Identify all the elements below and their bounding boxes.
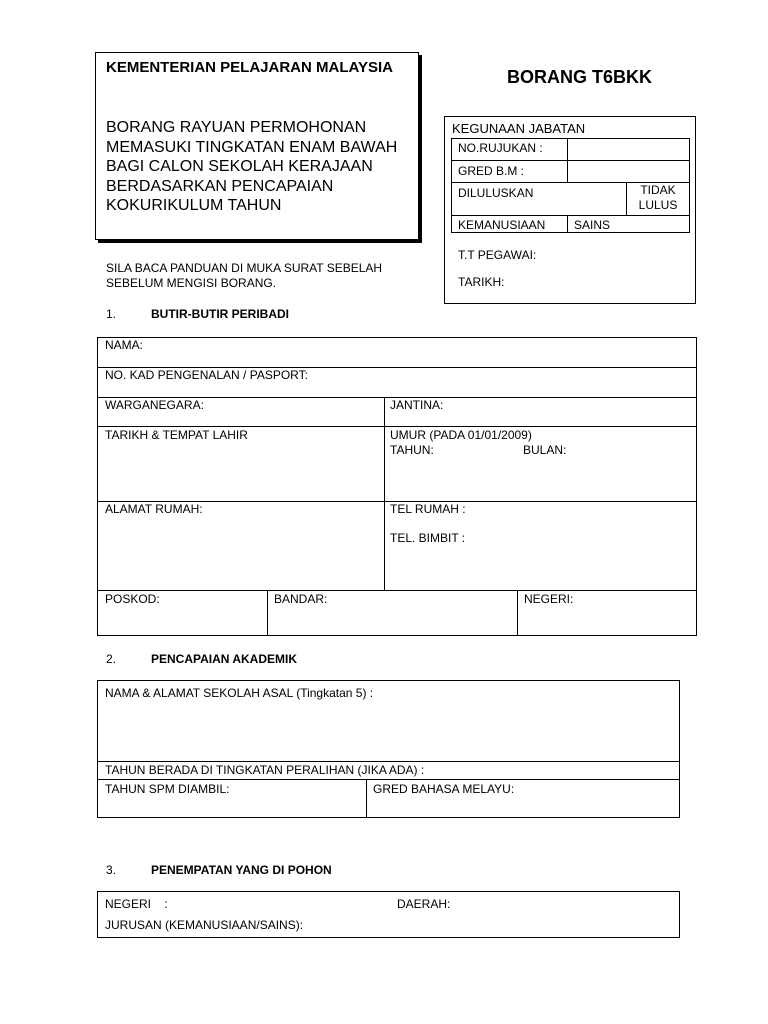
- tarikh-tempat-lahir-label: TARIKH & TEMPAT LAHIR: [105, 428, 248, 442]
- office-use-title: KEGUNAAN JABATAN: [452, 121, 586, 136]
- jurusan-label: JURUSAN (KEMANUSIAAN/SAINS):: [105, 918, 304, 932]
- alamat-rumah-label: ALAMAT RUMAH:: [105, 502, 203, 516]
- negeri-field[interactable]: [517, 590, 696, 634]
- jantina-field[interactable]: [384, 397, 696, 425]
- kemanusiaan-label: KEMANUSIAAN: [458, 218, 546, 232]
- sains-label: SAINS: [574, 218, 611, 232]
- warganegara-field[interactable]: [98, 397, 383, 425]
- nama-alamat-sekolah-field[interactable]: [98, 681, 679, 760]
- section-2-title: PENCAPAIAN AKADEMIK: [151, 652, 298, 666]
- bandar-label: BANDAR:: [274, 592, 328, 606]
- nama-field[interactable]: [98, 338, 696, 366]
- negeri-pohon-label: NEGERI :: [105, 897, 168, 911]
- jantina-label: JANTINA:: [390, 398, 444, 412]
- tel-bimbit-label: TEL. BIMBIT :: [390, 531, 466, 545]
- bulan-label: BULAN:: [523, 443, 567, 457]
- ministry-name: KEMENTERIAN PELAJARAN MALAYSIA: [106, 59, 393, 76]
- gred-bm-label: GRED B.M :: [458, 164, 525, 178]
- instruction-text: SILA BACA PANDUAN DI MUKA SURAT SEBELAH SEBELUM MENGISI BORANG.: [106, 261, 383, 290]
- section-2-number: 2.: [106, 652, 117, 666]
- tahun-label: TAHUN:: [390, 443, 434, 457]
- warganegara-label: WARGANEGARA:: [105, 398, 204, 412]
- daerah-label: DAERAH:: [397, 897, 451, 911]
- gred-bahasa-melayu-label: GRED BAHASA MELAYU:: [373, 782, 515, 796]
- poskod-field[interactable]: [98, 590, 266, 634]
- tarikh-tempat-lahir-field[interactable]: [98, 426, 383, 500]
- tarikh-label: TARIKH:: [458, 275, 505, 289]
- no-rujukan-label: NO.RUJUKAN :: [458, 141, 543, 155]
- form-title: BORANG RAYUAN PERMOHONAN MEMASUKI TINGKATAN ENAM BAWAH BAGI CALON SEKOLAH KERAJAAN BERDASARKAN PENCAPAIAN KOKURIKULUM TAHUN: [106, 119, 398, 214]
- tidak-lulus-label: TIDAK LULUS: [638, 183, 678, 212]
- section-3-title: PENEMPATAN YANG DI POHON: [151, 863, 332, 877]
- diluluskan-label: DILULUSKAN: [458, 186, 534, 200]
- placement-field[interactable]: [98, 892, 679, 937]
- negeri-label: NEGERI:: [524, 592, 574, 606]
- nama-label: NAMA:: [105, 338, 144, 352]
- alamat-rumah-field[interactable]: [98, 501, 383, 589]
- section-3-number: 3.: [106, 863, 117, 877]
- section-1-number: 1.: [106, 307, 117, 321]
- tel-rumah-label: TEL RUMAH :: [390, 502, 466, 516]
- bandar-field[interactable]: [267, 590, 516, 634]
- gred-bahasa-melayu-field[interactable]: [366, 779, 679, 816]
- gred-bm-field[interactable]: [568, 162, 688, 182]
- tahun-spm-field[interactable]: [98, 779, 365, 816]
- tahun-spm-label: TAHUN SPM DIAMBIL:: [105, 782, 230, 796]
- tt-pegawai-label: T.T PEGAWAI:: [458, 248, 537, 262]
- section-1-title: BUTIR-BUTIR PERIBADI: [151, 307, 289, 321]
- tahun-peralihan-field[interactable]: [98, 761, 679, 778]
- form-code: BORANG T6BKK: [507, 67, 653, 87]
- kad-pengenalan-label: NO. KAD PENGENALAN / PASPORT:: [105, 368, 308, 382]
- umur-label: UMUR (PADA 01/01/2009): [390, 428, 532, 442]
- kad-pengenalan-field[interactable]: [98, 367, 696, 396]
- no-rujukan-field[interactable]: [568, 140, 688, 160]
- nama-alamat-sekolah-label: NAMA & ALAMAT SEKOLAH ASAL (Tingkatan 5) :: [105, 686, 374, 700]
- tahun-peralihan-label: TAHUN BERADA DI TINGKATAN PERALIHAN (JIKA ADA) :: [105, 763, 425, 777]
- poskod-label: POSKOD:: [105, 592, 160, 606]
